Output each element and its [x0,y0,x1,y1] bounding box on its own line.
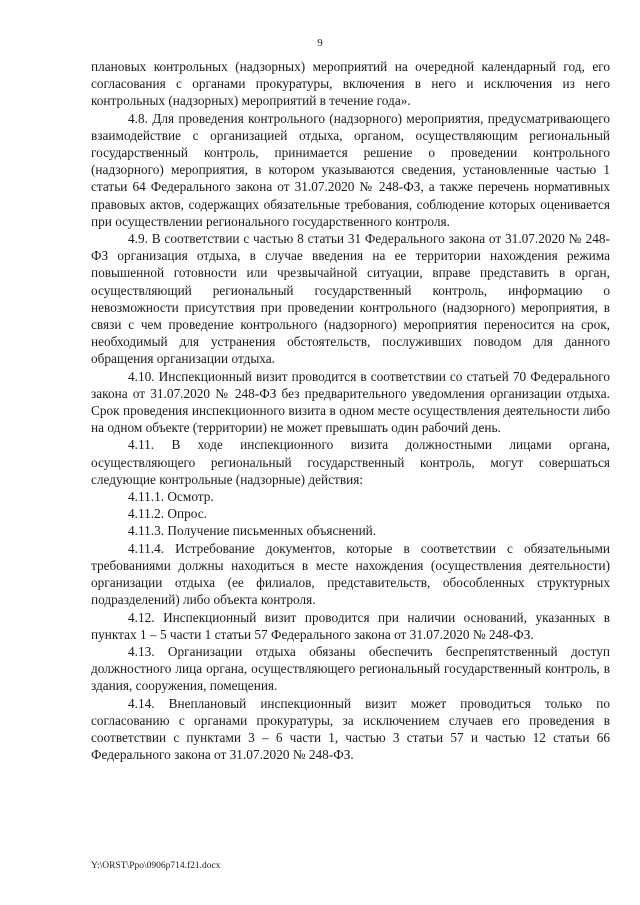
paragraph-4-11-4: 4.11.4. Истребование документов, которые в соответствии с обязательными требованиями должны находиться в месте нахождения (осуществления деятельности) организации отдыха (ее филиалов, представительств, обособленных структурных подразделений) либо объекта контроля. [91,540,610,608]
paragraph-4-12: 4.12. Инспекционный визит проводится при наличии оснований, указанных в пунктах 1 – 5 части 1 статьи 57 Федерального закона от 31.07.2020 № 248-ФЗ. [91,609,610,642]
document-body [91,58,610,763]
paragraph-4-14: 4.14. Внеплановый инспекционный визит может проводиться только по согласованию с органами прокуратуры, за исключением случаев его проведения в соответствии с пунктами 3 – 6 части 1, частью 3 статьи 57 и частью 12 статьи 66 Федерального закона от 31.07.2020 № 248-ФЗ. [91,695,610,763]
paragraph-4-11: 4.11. В ходе инспекционного визита должностными лицами органа, осуществляющего региональный государственный контроль, могут совершаться следующие контрольные (надзорные) действия: [91,437,610,487]
paragraph-4-11-3: 4.11.3. Получение письменных объяснений. [128,523,377,539]
page-number: 9 [317,37,323,49]
paragraph-4-8: 4.8. Для проведения контрольного (надзорного) мероприятия, предусматривающего взаимодействие с организацией отдыха, органом, осуществляющим региональный государственный контроль, принимается решение о проведении контрольного (надзорного) мероприятия, в котором указываются сведения, установленные частью 1 статьи 64 Федерального закона от 31.07.2020 № 248-ФЗ, а также перечень нормативных правовых актов, содержащих обязательные требования, соблюдение которых оценивается при осуществлении регионального государственного контроля. [91,110,610,229]
paragraph-4-11-1: 4.11.1. Осмотр. [128,489,214,505]
paragraph-4-11-2: 4.11.2. Опрос. [128,506,207,522]
paragraph-4-13: 4.13. Организации отдыха обязаны обеспечить беспрепятственный доступ должностного лица органа, осуществляющего региональный государственный контроль, в здания, сооружения, помещения. [91,643,610,694]
paragraph-continuation: плановых контрольных (надзорных) мероприятий на очередной календарный год, его согласования с органами прокуратуры, включения в него и исключения из него контрольных (надзорных) мероприятий в течение года». [91,59,610,109]
paragraph-4-10: 4.10. Инспекционный визит проводится в соответствии со статьей 70 Федерального закона от 31.07.2020 № 248-ФЗ без предварительного уведомления организации отдыха. Срок проведения инспекционного визита в одном месте осуществления деятельности либо на одном объекте (территории) не может превышать один рабочий день. [91,368,610,436]
footer-file-path: Y:\ORST\Ppo\0906p714.f21.docx [91,861,221,871]
paragraph-4-9: 4.9. В соответствии с частью 8 статьи 31 Федерального закона от 31.07.2020 № 248-ФЗ организация отдыха, в случае введения на ее территории нахождения режима повышенной готовности или чрезвычайной ситуации, вправе представить в орган, осуществляющий региональный государственный контроль, информацию о невозможности присутствия при проведении контрольного (надзорного) мероприятия, в связи с чем проведение контрольного (надзорного) мероприятия переносится на срок, необходимый для устранения обстоятельств, послуживших поводом для данного обращения организации отдыха. [91,231,610,367]
